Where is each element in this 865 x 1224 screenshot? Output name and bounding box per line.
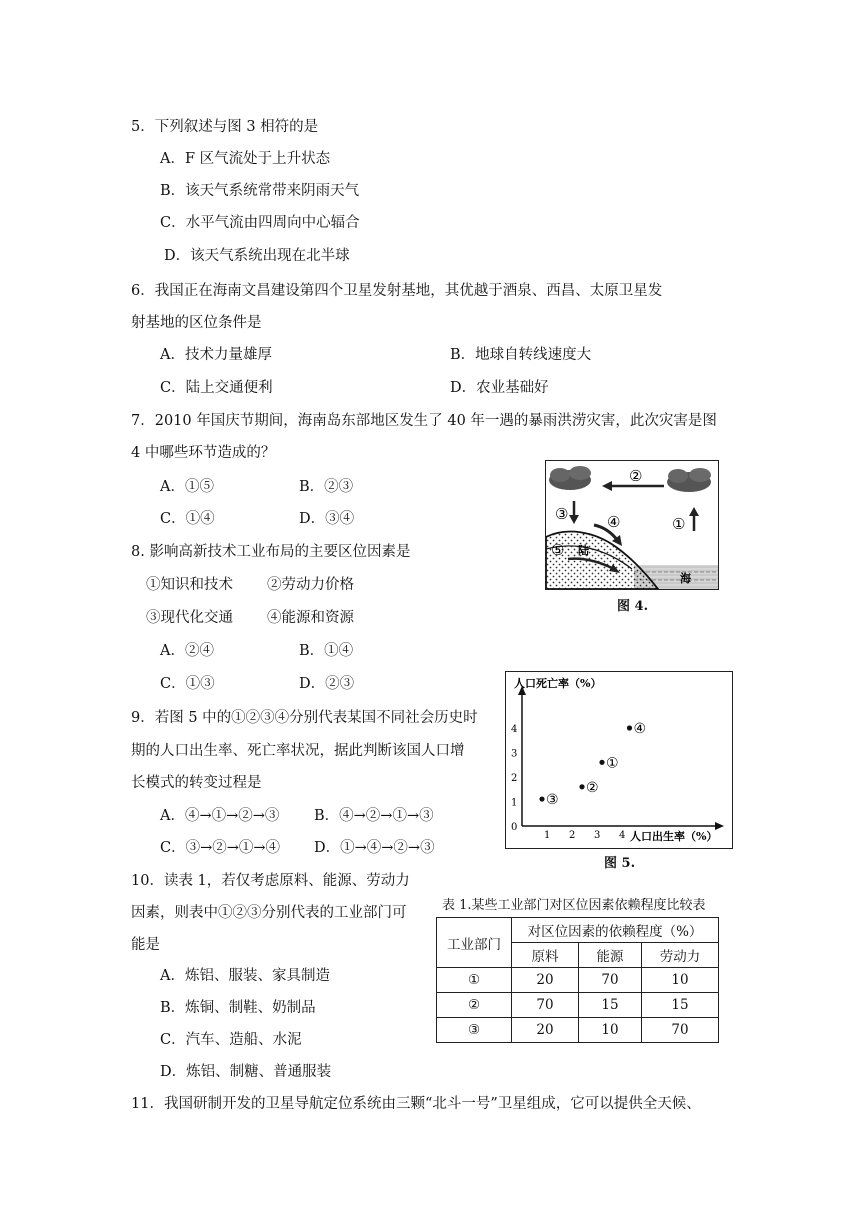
q6-stem-line1: 6．我国正在海南文昌建设第四个卫星发射基地，其优越于酒泉、西昌、太原卫星发	[131, 283, 663, 299]
q8-option-a: A．②④	[160, 643, 214, 659]
table-cell: ②	[437, 993, 512, 1018]
q11-stem-line1: 11．我国研制开发的卫星导航定位系统由三颗“北斗一号”卫星组成，它可以提供全天候、	[131, 1096, 701, 1112]
q7-option-b: B．②③	[299, 479, 354, 495]
table-cell: 20	[512, 1018, 579, 1043]
fig4-label-4: ④	[607, 513, 621, 531]
q9-stem-line1: 9．若图 5 中的①②③④分别代表某国不同社会历史时	[131, 710, 478, 726]
table-cell: 15	[642, 993, 719, 1018]
table-1-title: 表 1.某些工业部门对区位因素依赖程度比较表	[442, 898, 706, 913]
q9-option-d: D．①→④→②→③	[314, 840, 435, 856]
q6-stem-line2: 射基地的区位条件是	[131, 315, 262, 331]
x-axis-arrow-icon	[715, 822, 724, 830]
data-point	[627, 725, 632, 730]
table-cell: 15	[579, 993, 642, 1018]
table-header-energy: 能源	[579, 943, 642, 968]
x-tick-label: 4	[619, 830, 626, 841]
figure-5-caption: 图 5.	[604, 856, 636, 871]
q10-option-d: D．炼铝、制糖、普通服装	[160, 1064, 332, 1080]
q5-option-d: D．该天气系统出现在北半球	[164, 248, 350, 264]
q7-stem-line1: 7．2010 年国庆节期间，海南岛东部地区发生了 40 年一遇的暴雨洪涝灾害，此次灾害是图	[131, 413, 717, 429]
q8-item-2: ②劳动力价格	[267, 577, 354, 593]
table-1	[436, 917, 719, 1043]
table-cell: ③	[437, 1018, 512, 1043]
q8-item-1: ①知识和技术	[146, 577, 233, 593]
left-cloud-icon	[549, 466, 591, 490]
q7-option-d: D．③④	[299, 511, 355, 527]
data-point-label: ①	[606, 755, 619, 772]
figure-4-caption: 图 4.	[617, 599, 649, 614]
table-cell: 20	[512, 968, 579, 993]
origin-label: 0	[511, 822, 518, 833]
q8-item-4: ④能源和资源	[267, 610, 354, 626]
q6-option-c: C．陆上交通便利	[160, 380, 273, 396]
table-header-group: 对区位因素的依赖程度（%）	[512, 918, 719, 943]
fig4-label-5: ⑤	[551, 541, 565, 559]
table-cell: 70	[579, 968, 642, 993]
table-cell: ①	[437, 968, 512, 993]
q9-option-c: C．③→②→①→④	[160, 840, 281, 856]
figure-4-water-cycle	[545, 460, 719, 590]
q9-stem-line3: 长模式的转变过程是	[131, 775, 262, 791]
table-row	[437, 1018, 719, 1043]
q6-option-a: A．技术力量雄厚	[160, 347, 272, 363]
data-point-label: ③	[546, 792, 559, 809]
q8-stem: 8. 影响高新技术工业布局的主要区位因素是	[131, 544, 411, 560]
right-cloud-icon	[667, 468, 711, 492]
y-tick-label: 1	[511, 797, 518, 809]
q5-option-a: A．F 区气流处于上升状态	[160, 151, 331, 167]
fig4-label-1: ①	[672, 515, 686, 533]
table-header-labor: 劳动力	[642, 943, 719, 968]
tick-labels	[511, 724, 625, 841]
q10-option-c: C．汽车、造船、水泥	[160, 1032, 302, 1048]
table-row	[437, 993, 719, 1018]
q10-option-b: B．炼铜、制鞋、奶制品	[160, 1000, 316, 1016]
data-points	[539, 721, 646, 808]
y-tick-label: 4	[511, 724, 518, 735]
data-point-label: ②	[586, 779, 599, 796]
q10-stem-line2: 因素，则表中①②③分别代表的工业部门可	[131, 905, 407, 921]
q10-stem-line3: 能是	[131, 937, 160, 953]
q6-option-d: D．农业基础好	[450, 380, 549, 396]
fig4-label-3: ③	[555, 505, 569, 523]
figure-5-chart	[505, 671, 733, 849]
x-tick-label: 2	[569, 830, 576, 841]
q5-option-c: C．水平气流由四周向中心辐合	[160, 215, 360, 231]
table-header-dept: 工业部门	[437, 918, 512, 968]
data-point	[539, 796, 544, 801]
fig4-sea-label: 海	[680, 572, 691, 585]
x-tick-label: 1	[544, 830, 551, 841]
water-cycle-diagram	[546, 461, 718, 589]
y-tick-label: 3	[511, 748, 518, 760]
q9-option-a: A．④→①→②→③	[160, 808, 280, 824]
q8-option-d: D．②③	[299, 676, 355, 692]
q9-stem-line2: 期的人口出生率、死亡率状况，据此判断该国人口增	[131, 743, 465, 759]
data-point-label: ④	[633, 721, 647, 737]
fig4-land-label: 陆	[578, 544, 589, 557]
q8-option-c: C．①③	[160, 676, 215, 692]
q7-option-c: C．①④	[160, 511, 215, 527]
q5-option-b: B．该天气系统常带来阴雨天气	[160, 183, 360, 199]
table-cell: 10	[642, 968, 719, 993]
x-tick-label: 3	[594, 830, 601, 841]
table-header-raw: 原料	[512, 943, 579, 968]
q9-option-b: B．④→②→①→③	[314, 808, 434, 824]
fig4-label-2: ②	[629, 467, 643, 485]
table-cell: 70	[642, 1018, 719, 1043]
x-axis-label: 人口出生率（%）	[630, 830, 718, 843]
q7-stem-line2: 4 中哪些环节造成的？	[131, 445, 276, 461]
q7-option-a: A．①⑤	[160, 479, 214, 495]
q5-stem: 5．下列叙述与图 3 相符的是	[131, 119, 319, 135]
q8-item-3: ③现代化交通	[146, 610, 233, 626]
table-cell: 70	[512, 993, 579, 1018]
y-axis-label: 人口死亡率（%）	[514, 677, 602, 690]
data-point	[579, 784, 584, 789]
q6-option-b: B．地球自转线速度大	[450, 347, 592, 363]
y-tick-label: 2	[511, 773, 518, 784]
q10-option-a: A．炼铝、服装、家具制造	[160, 968, 330, 984]
q10-stem-line1: 10．读表 1，若仅考虑原料、能源、劳动力	[131, 873, 410, 889]
birth-death-rate-scatter	[506, 672, 732, 848]
table-row	[437, 968, 719, 993]
data-point	[599, 760, 604, 765]
table-cell: 10	[579, 1018, 642, 1043]
q8-option-b: B．①④	[299, 643, 354, 659]
